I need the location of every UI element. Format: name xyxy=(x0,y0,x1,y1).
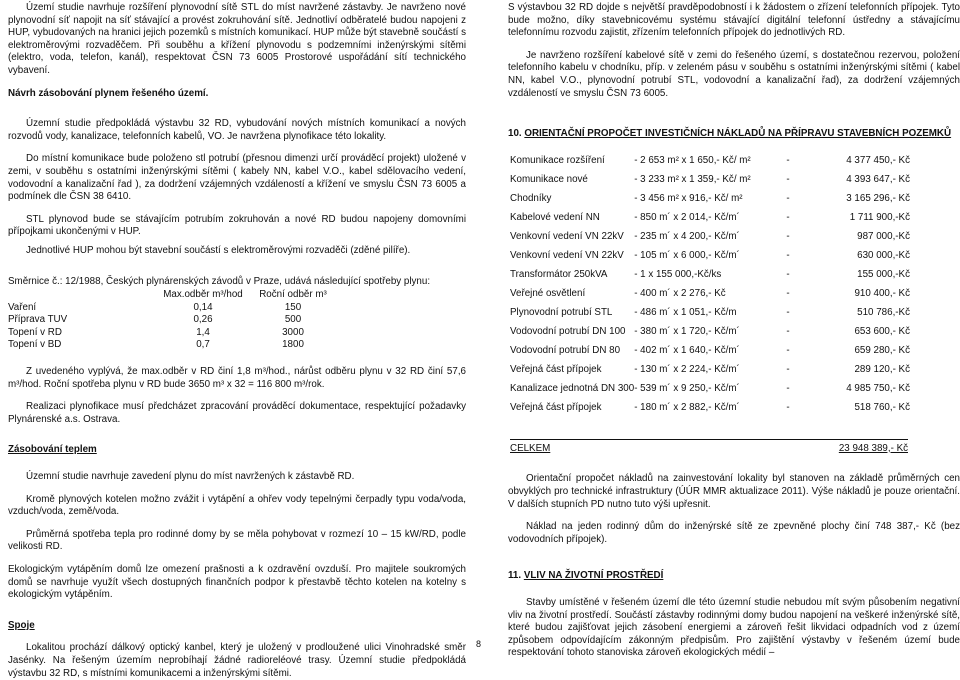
cost-item-value: 3 165 296,- Kč xyxy=(846,192,910,204)
hup-paragraph: Jednotlivé HUP mohou být stavební součástí s elektroměrovými rozvaděči (zděné pilíře). xyxy=(26,244,411,256)
table-row xyxy=(510,155,910,174)
gas-supply-heading: Návrh zásobování plynem řešeného území. xyxy=(8,87,209,99)
cost-item-dash: - xyxy=(786,325,790,337)
consumption-year: 500 xyxy=(284,314,302,326)
telephone-paragraph: S výstavbou 32 RD dojde s největší pravděpodobností i k žádostem o zřízení telefonních přípojek. Tyto bude možno, díky stavebnicovému systému stávající digitální telefonní ústředny a stávajícímu telefonnímu rozvodu zajistit, zřízením telefonních přípojek do jednotlivých RD. xyxy=(508,2,960,39)
cost-item-value: 289 120,- Kč xyxy=(854,363,910,375)
cost-item-dash: - xyxy=(786,249,790,261)
cost-per-house-paragraph: Náklad na jeden rodinný dům do inženýrské sítě ze zpevněné plochy činí 748 387,- Kč (bez vodovodních přípojek). xyxy=(508,521,960,545)
table-row xyxy=(8,289,338,302)
cost-item-name: Plynovodní potrubí STL xyxy=(510,306,613,318)
total-value: 23 948 389,- Kč xyxy=(838,442,908,454)
cable-network-paragraph: Je navrženo rozšíření kabelové sítě v zemi do řešeného území, s dostatečnou rezervou, položení telefonního kabelu v chodníku, příp. v zeleném pásu v souběhu s ostatními inženýrskými sítěmi ( kabel NN, kabel V.O., plynovodní potrubí STL, vodovodní a kanalizační řad), za dodržení vzájemných vzdáleností ve smyslu ČSN 73 6005. xyxy=(508,49,960,99)
cost-item-dash: - xyxy=(786,192,790,204)
cost-note-paragraph: Orientační propočet nákladů na zainvestování lokality byl stanoven na základě průměrných cen obvyklých pro technické infrastruktury (ÚÚR MMR aktualizace 2011). Výše nákladů je pouze orientační. V dalších stupních PD nutno tuto výši upřesnit. xyxy=(508,473,960,510)
stl-pipe-paragraph: Do místní komunikace bude položeno stl potrubí (přesnou dimenzi určí prováděcí projekt) uložené v zemi, v souběhu s ostatními inženýrskými sítěmi ( kabely NN, kabel V.O., kabel sdělovacího vedení, vodovodní a kanalizační řad ), za dodržení vzájemných vzdáleností a křížení ve smyslu ČSN 73 6005 a podmínek dle ČSN 38 6410. xyxy=(8,153,466,203)
cost-item-name: Vodovodní potrubí DN 100 xyxy=(510,325,626,337)
table-row xyxy=(8,327,338,340)
cost-item-quantity: - 3 456 m² x 916,- Kč/ m² xyxy=(634,192,743,204)
consumption-max: 0,7 xyxy=(196,339,210,351)
max-consumption-header: Max.odběr m³/hod xyxy=(163,289,243,301)
cost-item-dash: - xyxy=(786,287,790,299)
right-column xyxy=(508,0,960,660)
cost-item-dash: - xyxy=(786,154,790,166)
table-row xyxy=(510,174,910,193)
section-11-title: VLIV NA ŽIVOTNÍ PROSTŘEDÍ xyxy=(523,570,664,582)
consumption-summary-paragraph: Z uvedeného vyplývá, že max.odběr v RD činí 1,8 m³/hod., nárůst odběru plynu v 32 RD činí 57,6 m³/hod. Roční spotřeba plynu v RD bude 3650 m³ x 32 = 116 800 m³/rok. xyxy=(8,366,466,390)
total-row xyxy=(510,439,908,456)
cost-item-dash: - xyxy=(786,230,790,242)
cost-item-dash: - xyxy=(786,306,790,318)
consumption-max: 0,26 xyxy=(193,314,213,326)
table-row xyxy=(510,269,910,288)
cost-item-quantity: - 105 m´ x 6 000,- Kč/m´ xyxy=(634,249,740,261)
consumption-year: 1800 xyxy=(282,339,304,351)
table-row xyxy=(8,302,338,315)
section-11-heading xyxy=(508,570,960,583)
cost-item-name: Chodníky xyxy=(510,192,552,204)
page-number: 8 xyxy=(476,639,482,649)
cost-item-quantity: - 130 m´ x 2 224,- Kč/m´ xyxy=(634,363,740,375)
cost-item-quantity: - 1 x 155 000,-Kč/ks xyxy=(634,268,722,280)
cost-item-quantity: - 380 m´ x 1 720,- Kč/m´ xyxy=(634,325,740,337)
gas-consumption-table xyxy=(8,289,338,352)
cost-item-quantity: - 2 653 m² x 1 650,- Kč/ m² xyxy=(634,154,751,166)
table-row xyxy=(510,250,910,269)
total-label: CELKEM xyxy=(510,442,551,454)
consumption-label: Topení v BD xyxy=(8,339,62,351)
table-row xyxy=(510,212,910,231)
table-row xyxy=(510,307,910,326)
cost-item-value: 659 280,- Kč xyxy=(854,344,910,356)
table-row xyxy=(510,288,910,307)
cost-item-value: 987 000,-Kč xyxy=(857,230,910,242)
cost-item-value: 910 400,- Kč xyxy=(854,287,910,299)
table-row xyxy=(510,345,910,364)
study-assumption-paragraph: Územní studie předpokládá výstavbu 32 RD, vybudování nových místních komunikací a nových rozvodů vody, kanalizace, telefonních kabelů, VO. Je navržena plynofikace této lokality. xyxy=(8,118,466,142)
cost-item-quantity: - 486 m´ x 1 051,- Kč/m xyxy=(634,306,737,318)
heat-gas-paragraph: Územní studie navrhuje zavedení plynu do míst navržených k zástavbě RD. xyxy=(26,471,355,483)
section-11-number: 11. xyxy=(508,570,522,582)
table-row xyxy=(510,231,910,250)
cost-item-quantity: - 850 m´ x 2 014,- Kč/m´ xyxy=(634,211,740,223)
cost-item-value: 510 786,-Kč xyxy=(857,306,910,318)
cost-item-quantity: - 539 m´ x 9 250,- Kč/m´ xyxy=(634,382,740,394)
consumption-max: 1,4 xyxy=(196,326,210,338)
cost-item-quantity: - 3 233 m² x 1 359,- Kč/ m² xyxy=(634,173,751,185)
table-row xyxy=(510,364,910,383)
table-row xyxy=(510,193,910,212)
consumption-year: 150 xyxy=(284,301,302,313)
cost-item-name: Venkovní vedení VN 22kV xyxy=(510,230,624,242)
table-row xyxy=(510,326,910,345)
cost-item-name: Veřejná část přípojek xyxy=(510,363,602,375)
table-row xyxy=(510,383,910,402)
cost-item-name: Kanalizace jednotná DN 300 xyxy=(510,382,635,394)
eco-heating-paragraph: Ekologickým vytápěním domů lze omezení prašnosti a k ozdravění ovzduší. Pro majitele soukromých domů se navrhuje využít všech dostupných finančních podpor k přestavbě těchto kotelen na kotelny s ekologickým vytápěním. xyxy=(8,564,466,601)
cost-item-dash: - xyxy=(786,401,790,413)
cost-item-name: Venkovní vedení VN 22kV xyxy=(510,249,624,261)
consumption-year: 3000 xyxy=(282,326,304,338)
cost-item-dash: - xyxy=(786,363,790,375)
norm-paragraph: Směrnice č.: 12/1988, Českých plynárenských závodů v Praze, udává následující spotřeby plynu: xyxy=(8,275,431,287)
consumption-label: Příprava TUV xyxy=(8,314,68,326)
heat-supply-heading: Zásobování teplem xyxy=(8,444,97,456)
consumption-label: Topení v RD xyxy=(8,326,62,338)
cost-item-dash: - xyxy=(786,382,790,394)
table-row xyxy=(8,314,338,327)
cost-item-value: 4 393 647,- Kč xyxy=(846,173,910,185)
cost-item-dash: - xyxy=(786,344,790,356)
cost-item-quantity: - 402 m´ x 1 640,- Kč/m´ xyxy=(634,344,740,356)
cost-item-name: Veřejná část přípojek xyxy=(510,401,602,413)
documentation-paragraph: Realizaci plynofikace musí předcházet zpracování prováděcí dokumentace, respektující požadavky Plynárenské a.s. Ostrava. xyxy=(8,401,466,425)
section-10-title: ORIENTAČNÍ PROPOČET INVESTIČNÍCH NÁKLADŮ NA PŘÍPRAVU STAVEBNÍCH POZEMKŮ xyxy=(524,128,952,140)
cost-item-name: Transformátor 250kVA xyxy=(510,268,608,280)
cost-item-dash: - xyxy=(786,173,790,185)
cost-item-value: 1 711 900,-Kč xyxy=(849,211,910,223)
heat-consumption-paragraph: Průměrná spotřeba tepla pro rodinné domy by se měla pohybovat v rozmezí 10 – 15 kW/RD, podle velikosti RD. xyxy=(8,528,466,553)
links-heading: Spoje xyxy=(8,619,35,631)
gas-network-paragraph: Území studie navrhuje rozšíření plynovodní sítě STL do míst navržené zástavby. Je navrženo nové plynovodní síť napojit na síť stávající a provést zokruhování sítě. Jednotliví odběratelé budou napojeni z HUP, vybudovaných na hranici jejich pozemků s místních komunikací. HUP může být stavebně součástí s elektroměrovými rozvaděčem. Při souběhu a křížení plynovodu s podzemními inženýrskými sítěmi (elektro, voda, telefon, kanál), respektovat ČSN 73 6005 Prostorové uspořádání sítí technického vybavení. xyxy=(8,2,466,76)
year-consumption-header: Roční odběr m³ xyxy=(259,289,327,301)
cost-item-quantity: - 180 m´ x 2 882,- Kč/m´ xyxy=(634,401,740,413)
cost-item-name: Komunikace nové xyxy=(510,173,588,185)
section-10-heading xyxy=(508,128,960,141)
cost-item-value: 630 000,-Kč xyxy=(857,249,910,261)
cost-item-dash: - xyxy=(786,211,790,223)
table-row xyxy=(510,402,910,421)
cost-item-value: 4 985 750,- Kč xyxy=(846,382,910,394)
cost-item-name: Vodovodní potrubí DN 80 xyxy=(510,344,621,356)
cost-item-quantity: - 400 m´ x 2 276,- Kč xyxy=(634,287,726,299)
heat-pumps-paragraph: Kromě plynových kotelen možno zvážit i vytápění a ohřev vody tepelnými čerpadly typu voda/voda, vzduch/voda, země/voda. xyxy=(8,493,466,518)
consumption-max: 0,14 xyxy=(193,301,213,313)
cost-item-value: 4 377 450,- Kč xyxy=(846,154,910,166)
cost-item-value: 653 600,- Kč xyxy=(854,325,910,337)
cost-item-name: Kabelové vedení NN xyxy=(510,211,600,223)
cost-item-name: Komunikace rozšíření xyxy=(510,154,605,166)
cost-item-value: 518 760,- Kč xyxy=(854,401,910,413)
table-row xyxy=(8,339,338,352)
cost-item-value: 155 000,-Kč xyxy=(857,268,910,280)
cost-item-dash: - xyxy=(786,268,790,280)
stl-loop-paragraph: STL plynovod bude se stávajícím potrubím zokruhován a nové RD budou napojeny domovními přípojkami ukončenými v HUP. xyxy=(8,213,466,238)
section-10-number: 10. xyxy=(508,128,522,140)
left-column xyxy=(8,0,466,680)
links-paragraph: Lokalitou prochází dálkový optický kanbel, který je uložený v prodloužené ulici Vinohradské směr Jasénky. Na řešeným územím neprobíhají žádné radioreléové trasy. Územní studie předpokládá výstavbu 32 RD, s místními komunikacemi a inženýrskými sítěmi. xyxy=(8,642,466,679)
cost-item-quantity: - 235 m´ x 4 200,- Kč/m´ xyxy=(634,230,740,242)
cost-table xyxy=(510,155,910,421)
cost-item-name: Veřejné osvětlení xyxy=(510,287,586,299)
environment-paragraph: Stavby umístěné v řešeném území dle této územní studie nebudou mít svým působením negativní vliv na životní prostředí. Součástí zástavby rodinnými domy budou napojení na veškeré inženýrské sítě, které budou zajišťovat jejich zásobení energiemi a zároveň řešit likvidaci odpadních vod z území způsobem odpovídajícím zákonným předpisům. Pro zajištění výstavby v řešeném území bude respektování tohoto stanoviska zároveň ekologických médií – xyxy=(508,596,960,659)
consumption-label: Vaření xyxy=(8,301,37,313)
